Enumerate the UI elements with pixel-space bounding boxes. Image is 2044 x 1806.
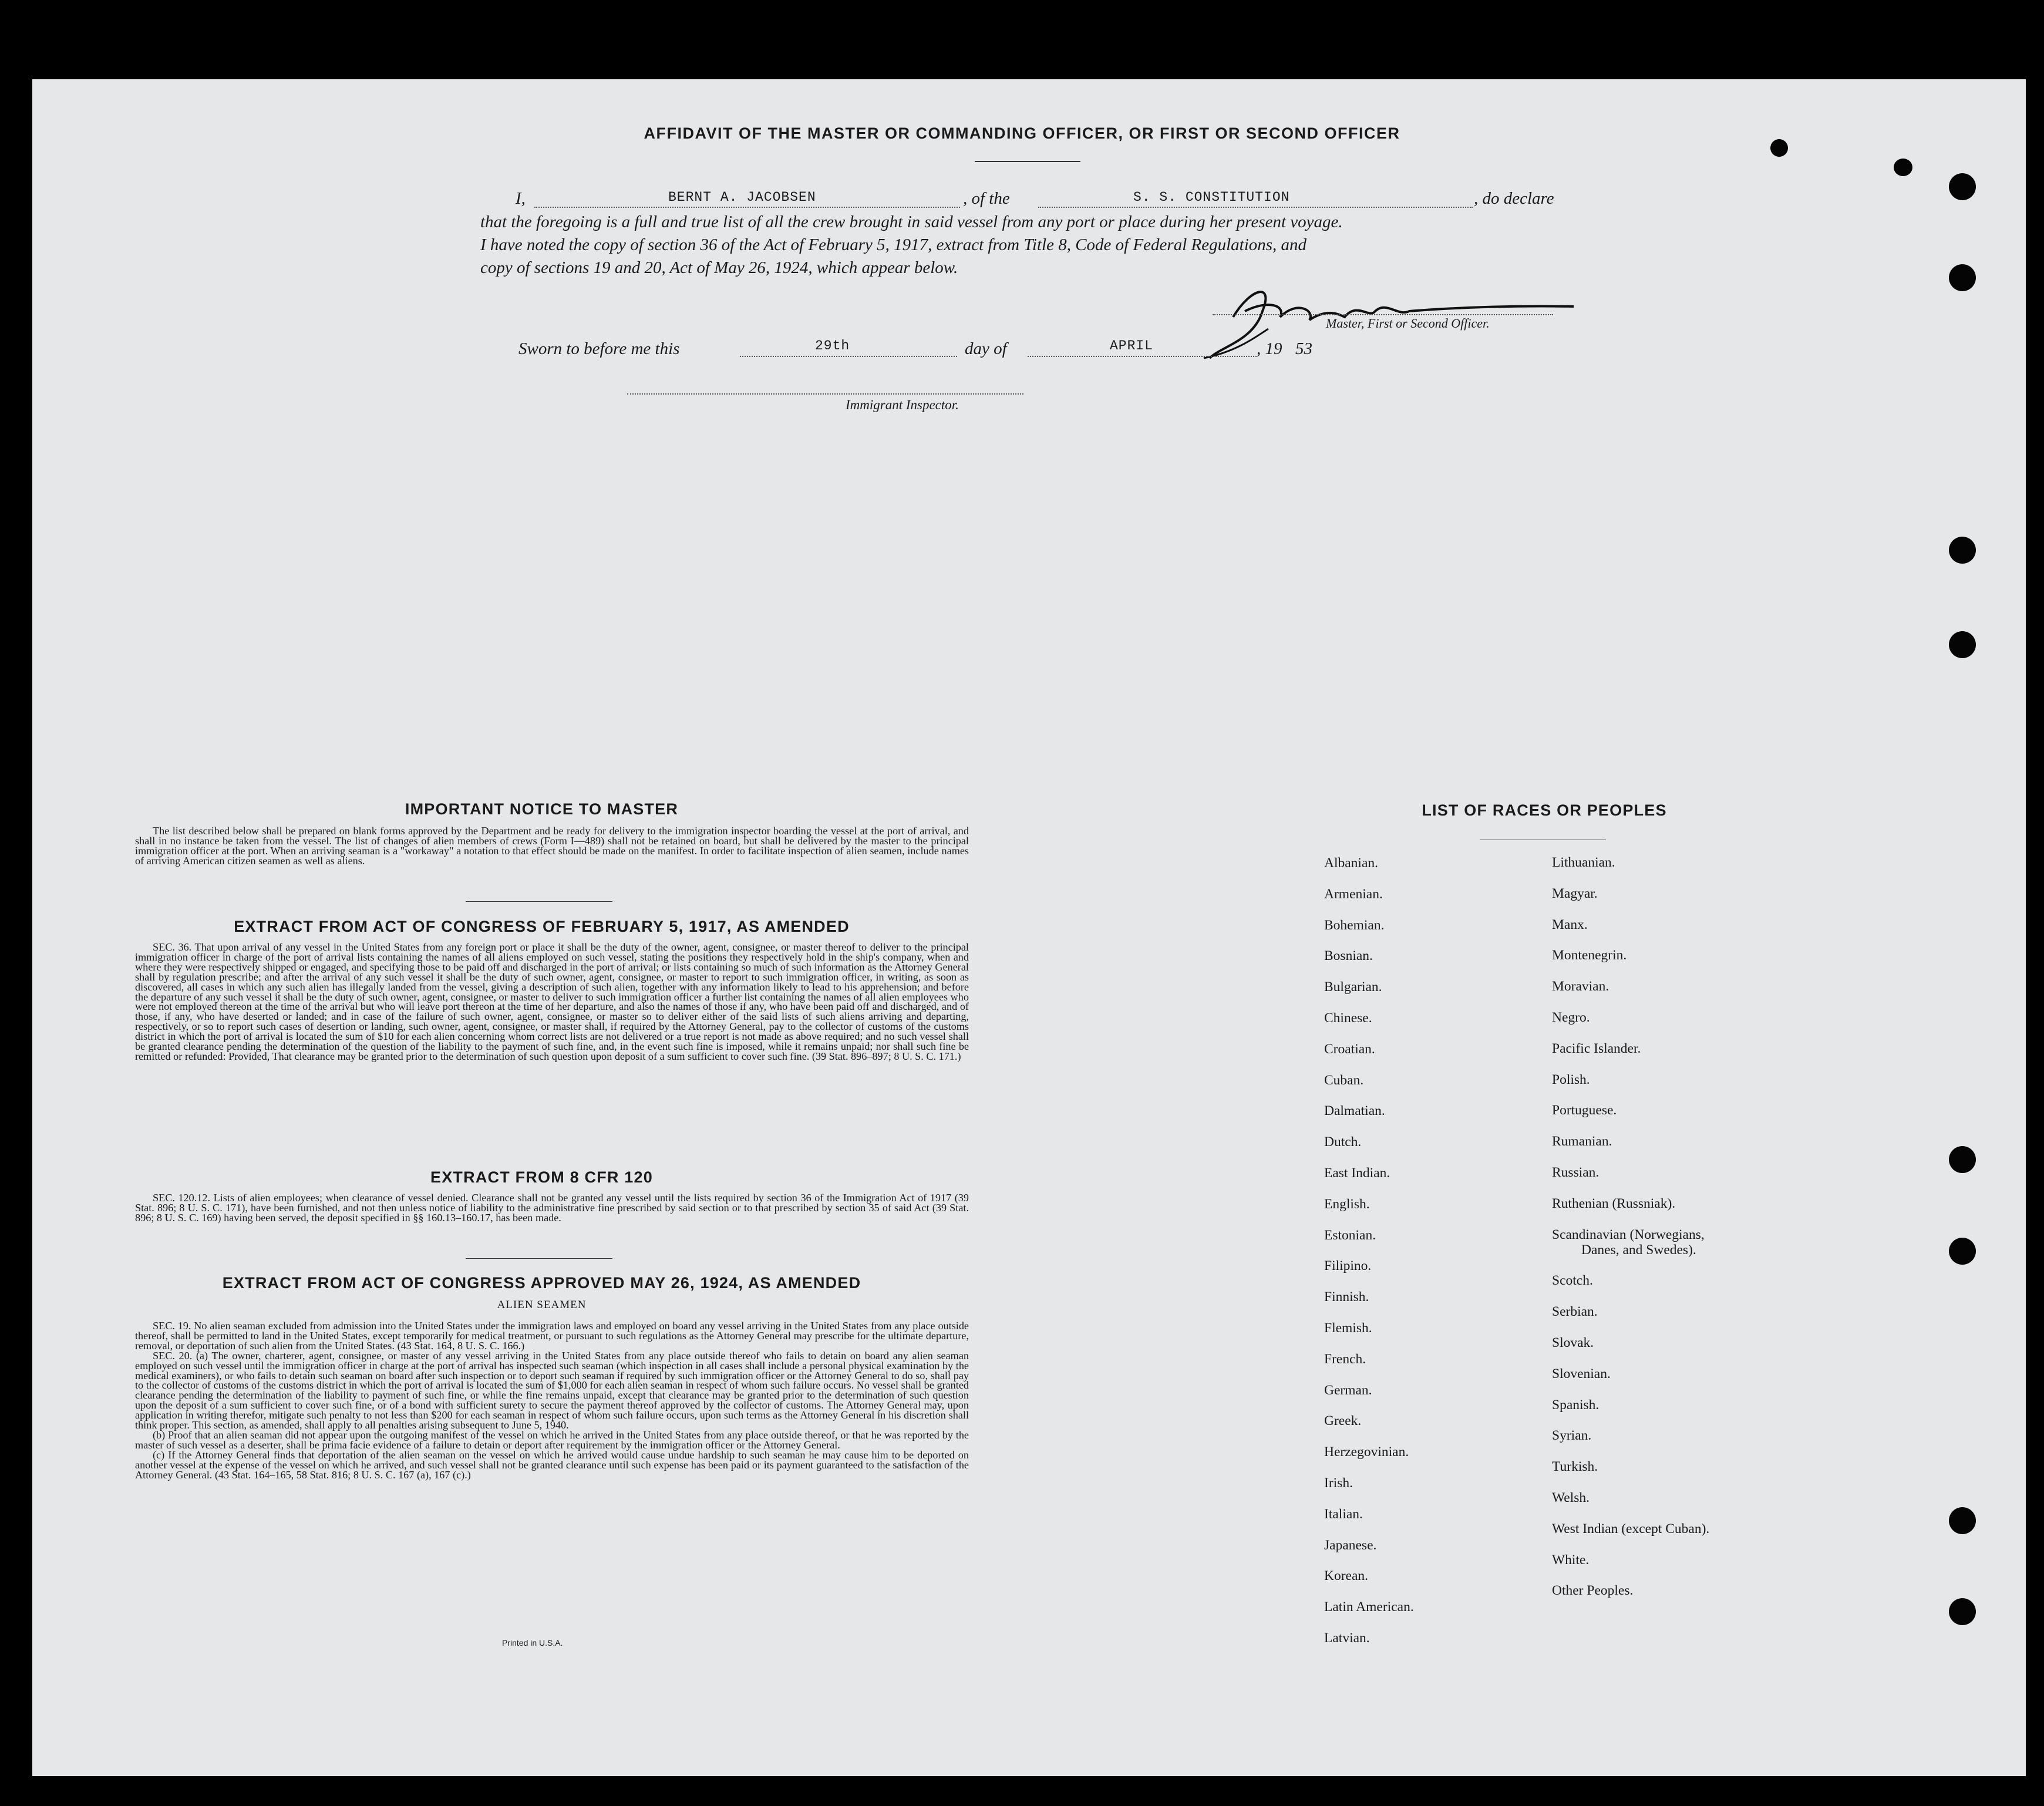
sworn-label: Sworn to before me this [518,339,680,358]
race-item: Portuguese. [1552,1103,1617,1118]
race-item: Latvian. [1324,1630,1370,1646]
race-item: Welsh. [1552,1490,1590,1505]
race-item: Slovak. [1552,1335,1594,1350]
race-item: Bohemian. [1324,917,1385,933]
race-item: Filipino. [1324,1258,1372,1274]
race-item: Croatian. [1324,1041,1375,1057]
race-item: Manx. [1552,917,1588,932]
races-heading: LIST OF RACES OR PEOPLES [1422,801,1667,819]
do-declare-label: , do declare [1474,189,1554,208]
race-item: Syrian. [1552,1428,1592,1444]
notice-body: The list described below shall be prepared on blank forms approved by the Department and be ready for delivery to the immigration inspector boarding the vessel at the port of arrival, and shall in no instance be taken from the vessel. The list of changes of alien members of crews (Form I—489) shall not be retained on board, but shall be delivered by the master to the principal immigration officer at the port. When an arriving seaman is a "workaway" a notation to that effect should be made on the manifest. In order to facilitate inspection of alien seamen, include names of arriving American citizen seamen as well as aliens. [135,825,969,867]
sec20c-text: (c) If the Attorney General finds that deportation of the alien seaman on the vessel on which he arrived would cause undue hardship to such seaman he may cause him to be deported on another vessel at the expense of the vessel on which he arrived, and such vessel shall not be granted clearance until such expense has been paid or its payment guaranteed to the satisfaction of the Attorney General. (43 Stat. 164–165, 58 Stat. 816; 8 U. S. C. 167 (a), 167 (c).) [135,1448,969,1481]
affidavit-title: AFFIDAVIT OF THE MASTER OR COMMANDING OFFICER, OR FIRST OR SECOND OFFICER [644,124,1400,142]
race-item: English. [1324,1196,1370,1212]
race-item: East Indian. [1324,1165,1390,1181]
act1917-heading: EXTRACT FROM ACT OF CONGRESS OF FEBRUARY 5, 1917, AS AMENDED [234,918,850,935]
affidavit-line-4: copy of sections 19 and 20, Act of May 26, 1924, which appear below. [480,258,958,277]
race-item: Turkish. [1552,1459,1598,1475]
races-column-2 [1552,855,1709,1614]
race-item: Slovenian. [1552,1366,1611,1382]
i-label: I, [516,189,526,208]
notice-heading: IMPORTANT NOTICE TO MASTER [405,800,679,818]
race-item: Herzegovinian. [1324,1444,1409,1460]
act1924-body [135,1321,969,1480]
binder-hole [1949,1507,1976,1534]
sec20b-text: (b) Proof that an alien seaman did not appear upon the outgoing manifest of the vessel on which he arrived in the United States from any place outside thereof, or that he was reported by the master of such vessel as a deserter, shall be prima facie evidence of a failure to detain or deport after requirement by the immigration officer or the Attorney General. [135,1428,969,1451]
divider [466,901,612,902]
race-item: Scandinavian (Norwegians, [1552,1227,1705,1242]
binder-hole [1949,1238,1976,1265]
act1924-subheading: ALIEN SEAMEN [497,1299,587,1311]
race-item: West Indian (except Cuban). [1552,1521,1710,1537]
year-prefix: , 19 [1257,339,1282,358]
cfr-body: SEC. 120.12. Lists of alien employees; when clearance of vessel denied. Clearance shall not be granted any vessel until the lists required by section 36 of the Immigration Act of 1917 (39 Stat. 896; 8 U. S. C. 171), have been furnished, and not then unless notice of liability to the administrative fine prescribed by said section or to that prescribed by section 35 of said Act (39 Stat. 896; 8 U. S. C. 169) having been served, the deposit specified in §§ 160.13–160.17, has been made. [135,1192,969,1224]
race-item: Flemish. [1324,1320,1372,1336]
race-item: Latin American. [1324,1599,1414,1615]
act1924-heading: EXTRACT FROM ACT OF CONGRESS APPROVED MAY 26, 1924, AS AMENDED [222,1274,861,1292]
master-name: BERNT A. JACOBSEN [668,190,816,205]
race-item: Korean. [1324,1568,1369,1584]
race-item: Serbian. [1552,1304,1598,1320]
divider [466,1258,612,1259]
race-item: French. [1324,1351,1366,1367]
binder-hole [1949,264,1976,291]
race-item: Pacific Islander. [1552,1040,1641,1056]
race-item: Moravian. [1552,979,1609,995]
race-item: Italian. [1324,1506,1363,1522]
race-item: Cuban. [1324,1072,1364,1088]
race-item: Irish. [1324,1475,1353,1491]
binder-hole [1949,537,1976,564]
race-item: Rumanian. [1552,1134,1612,1150]
vessel-line [1038,207,1473,208]
race-item: Scotch. [1552,1273,1593,1289]
race-item: Albanian. [1324,855,1379,871]
affidavit-line-3: I have noted the copy of section 36 of the Act of February 5, 1917, extract from Title 8, Code of Federal Regulations, and [480,235,1307,254]
race-item: Polish. [1552,1072,1590,1087]
signature-line [1213,314,1553,315]
race-item: German. [1324,1382,1372,1398]
printed-in-usa: Printed in U.S.A. [502,1638,563,1647]
binder-hole [1949,631,1976,658]
race-item: Danes, and Swedes). [1581,1242,1696,1258]
race-item: White. [1552,1552,1590,1568]
sworn-day: 29th [815,338,850,353]
affidavit-line-2: that the foregoing is a full and true list of all the crew brought in said vessel from any port or place during her present voyage. [480,213,1343,231]
act1917-body: SEC. 36. That upon arrival of any vessel in the United States from any foreign port or place it shall be the duty of the owner, agent, consignee, or master thereof to deliver to the principal immigration officer in charge of the port of arrival lists containing the names of all aliens employed on such vessel, stating the positions they respectively hold in the ship's company, when and where they were respectively shipped or engaged, and specifying those to be paid off and discharged in the port of arrival; or lists containing so much of such information as the Attorney General shall by regulation prescribe; and after the arrival of any such vessel it shall be the duty of such owner, agent, consignee, or master to report to such immigration officer, in writing, as soon as discovered, all cases in which any such alien has illegally landed from the vessel, giving a description of such alien, together with any information likely to lead to his apprehension; and before the departure of any such vessel it shall be the duty of such owner, agent, consignee, or master to deliver to such immigration officer a further list containing the names of all alien employees who were not employed thereon at the time of the arrival but who will leave port thereon at the time of her departure, and also the names of those if any, who have been paid off and discharged, and of those, if any, who have deserted or landed; and in case of the failure of such owner, agent, consignee, or master so to deliver either of the said lists of such aliens arriving and departing, respectively, or so to report such cases of desertion or landing, such owner, agent, consignee, or master shall, if required by the Attorney General, pay to the collector of customs of the customs district in which the port of arrival is located the sum of $10 for each alien concerning whom correct lists are not delivered or a true report is not made as above required; and no such vessel shall be granted clearance pending the determination of the question of the liability to the payment of such fine, and, in the event such fine is imposed, while it remains unpaid; nor shall such fine be remitted or refunded: Provided, That clearance may be granted prior to the determination of such question upon deposit of a sum sufficient to cover such fine. (39 Stat. 896–897; 8 U. S. C. 171.) [135,941,969,1062]
race-item: Japanese. [1324,1537,1377,1553]
race-item: Magyar. [1552,885,1598,901]
race-item: Montenegrin. [1552,948,1627,963]
binder-hole [1894,159,1912,176]
races-column-1 [1324,855,1414,1662]
sworn-year: 53 [1295,339,1312,358]
race-item: Lithuanian. [1552,855,1615,870]
race-item: Spanish. [1552,1397,1599,1413]
day-line [740,356,957,357]
race-item: Bulgarian. [1324,979,1382,995]
race-item: Estonian. [1324,1227,1376,1243]
race-item: Chinese. [1324,1010,1372,1026]
race-item: Russian. [1552,1164,1599,1180]
race-item: Finnish. [1324,1289,1369,1305]
of-the-label: , of the [963,189,1010,208]
race-item: Dalmatian. [1324,1103,1385,1119]
sec19-text: SEC. 19. No alien seaman excluded from admission into the United States under the immigration laws and employed on board any vessel arriving in the United States from any place outside thereof, shall be permitted to land in the United States, except temporarily for medical treatment, or pursuant to such regulations as the Attorney General may prescribe for the ultimate departure, removal, or deportation of such alien from the United States. (43 Stat. 164, 8 U. S. C. 166.) [135,1320,969,1352]
race-item: Other Peoples. [1552,1583,1634,1599]
month-line [1028,356,1257,357]
race-item: Ruthenian (Russniak). [1552,1195,1676,1211]
cfr-heading: EXTRACT FROM 8 CFR 120 [430,1168,653,1186]
inspector-line [627,393,1023,395]
binder-hole [1949,173,1976,200]
signature-title: Master, First or Second Officer. [1326,316,1490,331]
race-item: Dutch. [1324,1134,1362,1150]
sworn-month: APRIL [1110,338,1154,353]
sec20a-text: SEC. 20. (a) The owner, charterer, agent, consignee, or master of any vessel arriving in the United States from any place outside thereof who fails to detain on board any alien seaman employed on such vessel until the immigration officer in charge at the port of arrival has inspected such seaman (which inspection in all cases shall include a personal physical examination by the medical examiners), or who fails to detain such seaman on board after such inspection or to deport such seaman if required by such immigration officer or the Attorney General to do so, shall pay to the collector of customs of the customs district in which the port of arrival is located the sum of $1,000 for each alien seaman in respect of whom such failure occurs. No vessel shall be granted clearance pending the determination of the liability to payment of such fine, or while the fine remains unpaid, except that clearance may be granted prior to the determination of such question upon the deposit of a sum sufficient to cover such fine, or of a bond with sufficient surety to secure the payment thereof approved by the collector of customs. The Attorney General may, upon application in writing therefor, mitigate such penalty to not less than $200 for each seaman in respect of whom such failure occurs, upon such terms as the Attorney General in his discretion shall think proper. This section, as amended, shall apply to all penalties arising subsequent to June 5, 1940. [135,1349,969,1431]
binder-hole [1949,1146,1976,1173]
race-item: Armenian. [1324,886,1383,902]
race-item: Bosnian. [1324,948,1373,964]
race-item: Greek. [1324,1413,1362,1429]
race-item: Negro. [1552,1009,1590,1025]
divider [975,161,1080,162]
vessel-name: S. S. CONSTITUTION [1133,190,1290,205]
day-of-label: day of [965,339,1007,358]
inspector-label: Immigrant Inspector. [846,397,959,412]
binder-hole [1949,1598,1976,1625]
name-line [534,207,960,208]
